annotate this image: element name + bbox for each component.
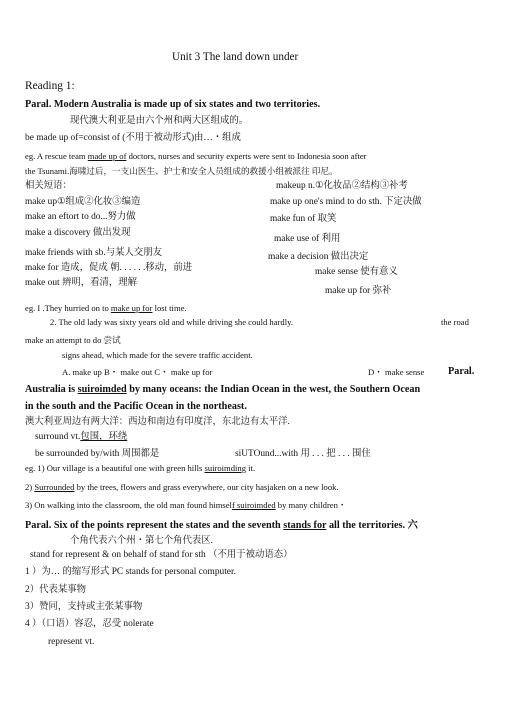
para2-vocab: surround vt.包围，环绕 [35,432,128,442]
para1-example-line1: eg. A rescue team made up of doctors, nurses and security experts were sent to Indonesia soon after [25,151,367,161]
para2-heading-line2: in the south and the Pacific Ocean in the northeast. [25,401,247,412]
phrase-left-6: make out 辨明，看清，理解 [25,278,137,288]
para3-item-2: 2）代表某事物 [25,585,86,595]
para2-translation: 澳大利亚周边有两大洋：西边和南边有印度洋，东北边有太平洋. [25,417,290,427]
para2-example-3: 3) On walking into the classroom, the old man found himself suiroimded by many children・ [25,500,347,510]
underlined-term: made up of [87,151,127,161]
para2-phrase-b: siUTOund...with 用 . . . 把 . . . 围住 [235,449,371,459]
underlined-term: 包围，环绕 [80,432,128,442]
para1-option-d: D・ make sense [368,367,425,377]
para2-example-2: 2) Surrounded by the trees, flowers and grass everywhere, our city hasjaken on a new look. [25,482,339,492]
phrase-right-4: make use of 利用 [274,234,341,244]
para3-heading: Paral. Six of the points represent the states and the seventh stands for all the territories. 六 [25,520,418,531]
para3-translation: 个角代表六个州・第七个角代表区. [70,536,213,546]
para1-exercise-2: 2. The old lady was sixty years old and while driving she could hardly. [50,317,293,327]
underlined-term: stands for [283,520,327,531]
underlined-term: suiroimded [77,384,127,395]
underlined-term: f suiroimded [231,500,276,510]
para3-item-4: 4 ）（口语）容忍，忍受 nolerate [25,619,154,629]
para-label-tail: Paral. [448,366,475,377]
phrase-left-2: make an eftort to do...努力做 [25,212,136,222]
underlined-term: Surrounded [34,482,75,492]
para3-item-1: 1 ）为… 的缩写形式 PC stands for personal computer. [25,567,236,577]
para1-exercise-2-tail: the road [441,317,469,327]
para1-example-line2: the Tsunami.海啸过后，一支山医生、护士和安全人员组成的救援小组被派往 印尼。 [25,166,338,176]
underlined-term: suiroimding [204,463,247,473]
phrase-right-6: make sense 使有意义 [315,267,398,277]
para1-heading: Paral. Modern Australia is made up of six states and two territories. [25,99,321,110]
phrase-left-3: make a discovery 做出发现 [25,228,131,238]
para1-phrase: be made up of=consist of (不用于被动形式)由…・组成 [25,133,241,143]
phrase-left-4: make friends with sb.与某人交朋友 [25,248,162,258]
para3-item-3: 3）赞同，支持或主张某事物 [25,602,143,612]
page-title: Unit 3 The land down under [172,51,299,63]
related-phrases-label: 相关短语： [25,181,72,191]
phrase-right-2: make up one's mind to do sth. 下定决做 [270,197,422,207]
para1-exercise-2-cont: signs ahead, which made for the severe traffic accident. [62,350,253,360]
para2-phrase-a: be surrounded by/with 周围都是 [35,449,160,459]
para2-example-1: eg. 1) Our village is a beautiful one with green hills suiroimding it. [25,463,256,473]
para1-options-abc: A. make up B・ make out C・ make up for [62,367,213,377]
para3-phrase: stand for represent & on behalf of stand for sth （不用于被动语态） [30,550,293,560]
section-heading: Reading 1: [25,80,75,92]
para1-attempt-phrase: make an attempt to do 尝试 [25,335,121,345]
phrase-right-3: make fun of 取笑 [270,214,337,224]
para2-heading-line1: Australia is suiroimded by many oceans: the Indian Ocean in the west, the Southern Ocean [25,384,421,395]
para1-translation: 现代澳大利亚是由六个州和两大区组成的。 [70,116,249,126]
para3-tail: represent vt. [48,637,95,647]
phrase-right-7: make up for 弥补 [325,286,392,296]
underlined-term: make up for [110,303,153,313]
phrase-right-1: makeup n.①化妆品②结构③补考 [276,181,408,191]
phrase-left-1: make up①组成②化妆③编造 [25,197,141,207]
para1-exercise-1: eg. I .They hurried on to make up for lost time. [25,303,187,313]
phrase-left-5: make for 造成，促成 朝. . . . . .移动，前进 [25,263,193,273]
phrase-right-5: make a decision 做出决定 [268,252,369,262]
